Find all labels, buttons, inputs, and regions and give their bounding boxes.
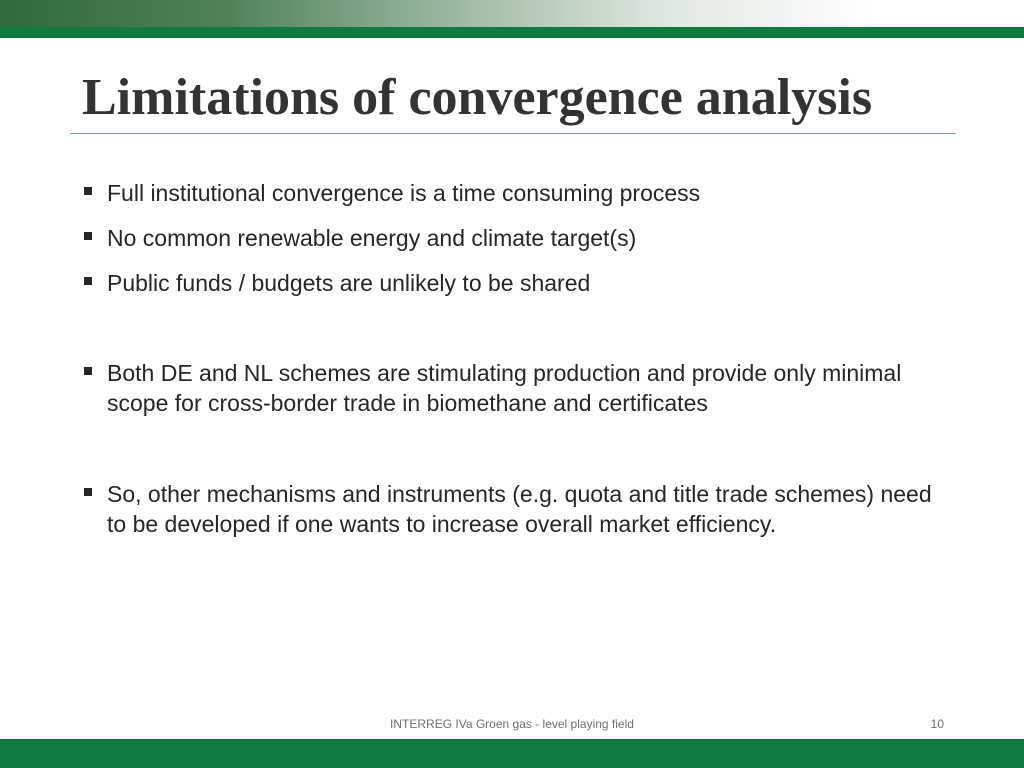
slide-title: Limitations of convergence analysis [82, 69, 873, 126]
bullet-text: Both DE and NL schemes are stimulating production and provide only minimal scope for cross-border trade in biomethane and certificates [107, 360, 902, 416]
title-divider [70, 133, 956, 134]
square-bullet-icon [84, 232, 92, 240]
bullet-text: Full institutional convergence is a time consuming process [107, 180, 701, 206]
footer-text: INTERREG IVa Groen gas - level playing field [390, 717, 634, 731]
top-green-stripe [0, 27, 1024, 38]
square-bullet-icon [84, 367, 92, 375]
page-number: 10 [930, 717, 944, 731]
bullet-text: Public funds / budgets are unlikely to be shared [107, 270, 591, 296]
bullet-text: So, other mechanisms and instruments (e.g. quota and title trade schemes) need to be developed if one wants to increase overall market efficiency. [107, 481, 932, 537]
square-bullet-icon [84, 187, 92, 195]
square-bullet-icon [84, 488, 92, 496]
bottom-green-stripe [0, 739, 1024, 768]
bullet-text: No common renewable energy and climate target(s) [107, 225, 637, 251]
top-gradient-band [0, 0, 1024, 27]
square-bullet-icon [84, 277, 92, 285]
